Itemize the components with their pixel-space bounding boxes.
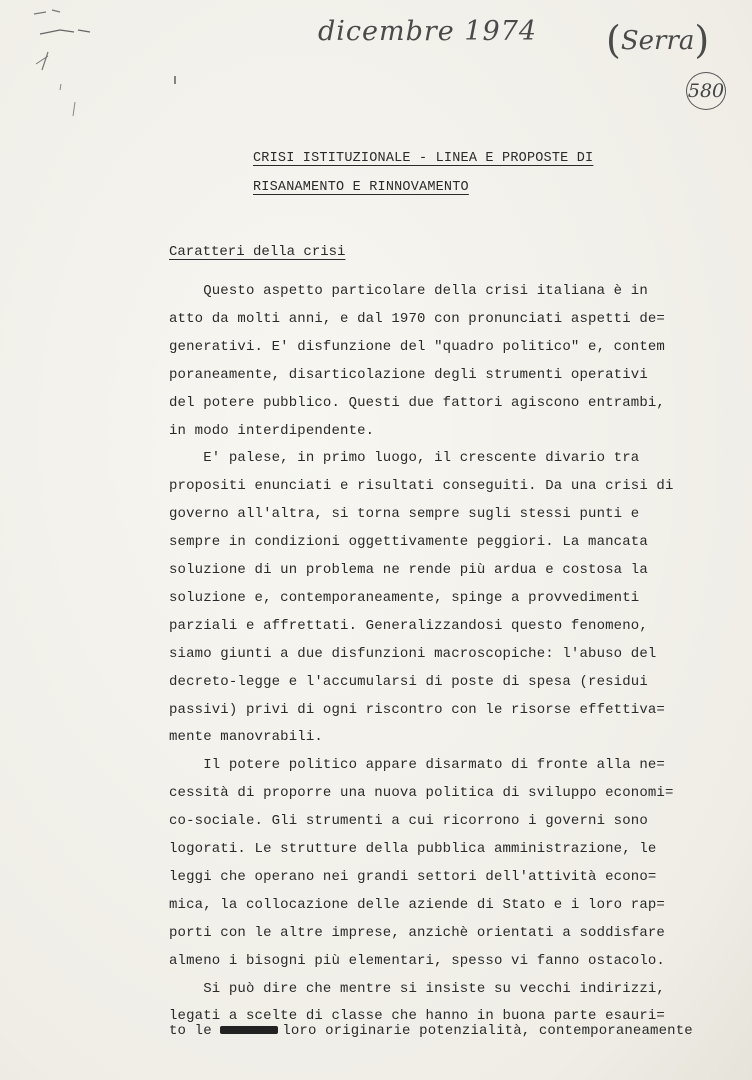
body-line: generativi. E' disfunzione del "quadro politico" e, contem bbox=[169, 339, 665, 355]
body-line: Questo aspetto particolare della crisi italiana è in bbox=[169, 283, 648, 299]
body-line: passivi) privi di ogni riscontro con le risorse effettiva= bbox=[169, 702, 665, 718]
body-line: mente manovrabili. bbox=[169, 729, 323, 745]
last-line-end: loro originarie potenzialità, contemporaneamente bbox=[282, 1023, 693, 1039]
body-line: poraneamente, disarticolazione degli strumenti operativi bbox=[169, 367, 648, 383]
body-line: sempre in condizioni oggettivamente peggiori. La mancata bbox=[169, 534, 648, 550]
series-label-text: Serra bbox=[620, 26, 695, 56]
struck-out-word bbox=[220, 1026, 278, 1034]
body-line: propositi enunciati e risultati conseguiti. Da una crisi di bbox=[169, 478, 674, 494]
body-line: del potere pubblico. Questi due fattori agiscono entrambi, bbox=[169, 395, 665, 411]
body-line: atto da molti anni, e dal 1970 con pronunciati aspetti de= bbox=[169, 311, 665, 327]
document-title-line-2: RISANAMENTO E RINNOVAMENTO bbox=[253, 180, 469, 195]
body-line: legati a scelte di classe che hanno in buona parte esauri= bbox=[169, 1008, 665, 1024]
body-line: co-sociale. Gli strumenti a cui ricorrono i governi sono bbox=[169, 813, 648, 829]
body-line-last bbox=[169, 1023, 693, 1039]
body-line: mica, la collocazione delle aziende di Stato e i loro rap= bbox=[169, 897, 665, 913]
circled-page-number: 580 bbox=[686, 72, 726, 110]
handwritten-date: dicembre 1974 bbox=[318, 16, 538, 47]
last-line-start: to le bbox=[169, 1023, 212, 1039]
body-line: soluzione e, contemporaneamente, spinge a provvedimenti bbox=[169, 590, 640, 606]
body-line: in modo interdipendente. bbox=[169, 423, 375, 439]
body-line: governo all'altra, si torna sempre sugli stessi punti e bbox=[169, 506, 640, 522]
body-line: leggi che operano nei grandi settori dell'attività econo= bbox=[169, 869, 657, 885]
body-line: porti con le altre imprese, anzichè orientati a soddisfare bbox=[169, 925, 665, 941]
body-line: siamo giunti a due disfunzioni macroscopiche: l'abuso del bbox=[169, 646, 657, 662]
body-line: parziali e affrettati. Generalizzandosi questo fenomeno, bbox=[169, 618, 648, 634]
body-line: Si può dire che mentre si insiste su vecchi indirizzi, bbox=[169, 981, 665, 997]
body-line: E' palese, in primo luogo, il crescente divario tra bbox=[169, 450, 640, 466]
body-line: decreto-legge e l'accumularsi di poste di spesa (residui bbox=[169, 674, 648, 690]
body-line: soluzione di un problema ne rende più ardua e costosa la bbox=[169, 562, 648, 578]
document-title-line-1: CRISI ISTITUZIONALE - LINEA E PROPOSTE DI bbox=[253, 151, 594, 166]
handwritten-series-label: (Serra) bbox=[606, 18, 710, 62]
section-heading: Caratteri della crisi bbox=[169, 244, 346, 260]
body-line: almeno i bisogni più elementari, spesso vi fanno ostacolo. bbox=[169, 953, 665, 969]
body-line: cessità di proporre una nuova politica di sviluppo economi= bbox=[169, 785, 674, 801]
body-line: logorati. Le strutture della pubblica amministrazione, le bbox=[169, 841, 657, 857]
body-line: Il potere politico appare disarmato di fronte alla ne= bbox=[169, 757, 665, 773]
